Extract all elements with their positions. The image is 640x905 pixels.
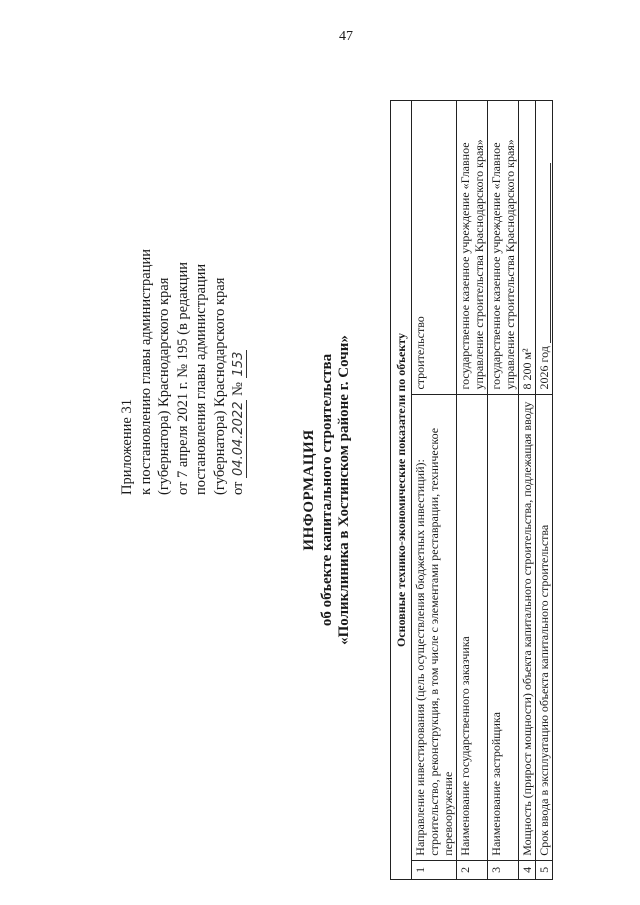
row-number: 1 xyxy=(412,860,457,879)
blank-line xyxy=(538,163,551,343)
row-value: государственное казенное учреждение «Главное управление строительства Краснодарского края» xyxy=(488,101,519,395)
rotated-page-content xyxy=(18,100,578,880)
row-value: строительство xyxy=(412,101,457,395)
row-label: Направление инвестирования (цель осуществления бюджетных инвестиций): строительство, реконструкция, в том числе с элементами реставрации, техническое перевооружение xyxy=(412,394,457,860)
appendix-line: от 7 апреля 2021 г. № 195 (в редакции xyxy=(174,261,191,495)
appendix-line: постановления главы администрации xyxy=(193,263,209,495)
appendix-block xyxy=(118,115,249,495)
document-subtitle: об объекте капитального строительства xyxy=(318,353,335,627)
row-number: 3 xyxy=(488,860,519,879)
page-number: 47 xyxy=(339,29,353,44)
appendix-line: (губернатора) Краснодарского края xyxy=(156,277,172,495)
row-label: Мощность (прирост мощности) объекта капитального строительства, подлежащая вводу xyxy=(519,394,536,860)
row-value xyxy=(536,101,553,395)
appendix-line: Приложение 31 xyxy=(119,399,135,495)
document-title: ИНФОРМАЦИЯ xyxy=(301,429,317,551)
number-sign: № xyxy=(230,382,246,396)
row-number: 4 xyxy=(519,860,536,879)
document-title-block xyxy=(301,100,354,880)
row-number: 5 xyxy=(536,860,553,879)
table-header: Основные технико-экономические показатели по объекту xyxy=(391,101,412,880)
appendix-date-line xyxy=(229,115,249,495)
object-name: «Поликлиника в Хостинском районе г. Сочи» xyxy=(336,335,352,645)
row-number: 2 xyxy=(457,860,488,879)
row-label: Срок ввода в эксплуатацию объекта капитального строительства xyxy=(536,394,553,860)
row-label: Наименование государственного заказчика xyxy=(457,394,488,860)
appendix-line: (губернатора) Краснодарского края xyxy=(211,277,228,495)
handwritten-number: 153 xyxy=(231,351,246,377)
table-row xyxy=(488,101,519,880)
table-header-row xyxy=(391,101,412,880)
row-value: 8 200 м² xyxy=(519,101,536,395)
row-value-text: 2026 год xyxy=(537,346,551,390)
row-value: государственное казенное учреждение «Главное управление строительства Краснодарского края» xyxy=(457,101,488,395)
table-row xyxy=(536,101,553,880)
table-row xyxy=(519,101,536,880)
appendix-date-prefix: от xyxy=(230,481,246,495)
table-row xyxy=(457,101,488,880)
table-row xyxy=(412,101,457,880)
handwritten-date: 04.04.2022 xyxy=(231,401,246,476)
indicators-table xyxy=(390,100,553,880)
row-label: Наименование застройщика xyxy=(488,394,519,860)
appendix-line: к постановлению главы администрации xyxy=(137,248,154,495)
